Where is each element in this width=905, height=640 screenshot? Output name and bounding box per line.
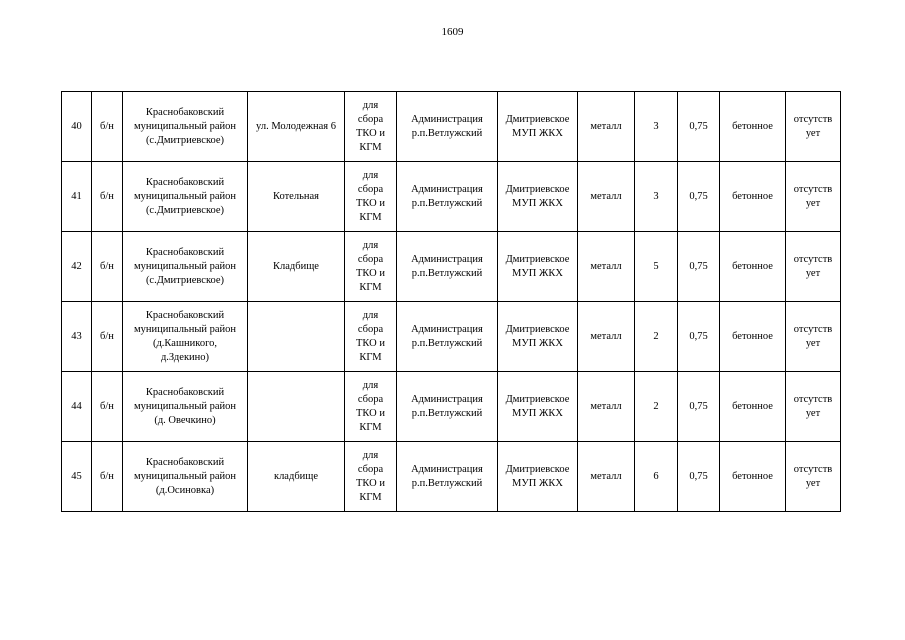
cell-container-volume [678, 92, 720, 162]
cell-purpose-line: для [362, 449, 379, 461]
cell-container-count [635, 162, 678, 232]
cell-number-text: 44 [71, 400, 82, 412]
cell-number-text: 42 [71, 260, 82, 272]
cell-container-volume [678, 232, 720, 302]
cell-container-count-text: 3 [653, 190, 659, 202]
table-row [62, 302, 841, 372]
cell-owner [397, 92, 498, 162]
cell-container-volume-text: 0,75 [689, 400, 708, 412]
cell-fence-line: отсутств [793, 463, 833, 475]
cell-surface-type [720, 372, 786, 442]
cell-purpose [345, 92, 397, 162]
cell-container-material-text: металл [590, 190, 622, 202]
cell-registry-mark [92, 162, 123, 232]
cell-container-material-text: металл [590, 260, 622, 272]
cell-owner-text: Администрация р.п.Ветлужский [411, 253, 483, 279]
cell-fence-line: ует [805, 477, 821, 489]
cell-surface-type-text: бетонное [732, 400, 773, 412]
cell-container-material-text: металл [590, 400, 622, 412]
cell-operator-text: Дмитриевское МУП ЖКХ [505, 393, 570, 419]
cell-container-volume-text: 0,75 [689, 190, 708, 202]
cell-district-line: муниципальный район [133, 260, 237, 272]
cell-registry-mark [92, 302, 123, 372]
cell-fence-line: ует [805, 127, 821, 139]
cell-purpose-line: сбора [357, 463, 384, 475]
cell-address [248, 442, 345, 512]
cell-registry-mark [92, 92, 123, 162]
cell-purpose-line: ТКО и [356, 197, 385, 209]
cell-container-material [578, 372, 635, 442]
cell-purpose-line: для [362, 309, 379, 321]
cell-surface-type-text: бетонное [732, 470, 773, 482]
cell-number [62, 162, 92, 232]
cell-number-text: 43 [71, 330, 82, 342]
cell-purpose-line: КГМ [359, 351, 382, 363]
cell-number-text: 41 [71, 190, 82, 202]
cell-district-line: Краснобаковский [145, 106, 225, 118]
cell-surface-type-text: бетонное [732, 330, 773, 342]
cell-container-material-text: металл [590, 120, 622, 132]
cell-operator [498, 302, 578, 372]
cell-district-line: (с.Дмитриевское) [145, 134, 225, 146]
cell-purpose-line: КГМ [359, 421, 382, 433]
cell-owner [397, 442, 498, 512]
cell-fence-line: ует [805, 197, 821, 209]
cell-container-volume-text: 0,75 [689, 120, 708, 132]
cell-purpose [345, 232, 397, 302]
cell-fence-line: ует [805, 407, 821, 419]
cell-address-text: Кладбище [273, 260, 319, 272]
cell-address-text: ул. Молодежная 6 [256, 120, 336, 132]
cell-district [123, 302, 248, 372]
cell-owner [397, 372, 498, 442]
cell-operator [498, 162, 578, 232]
cell-registry-mark [92, 372, 123, 442]
cell-purpose-line: сбора [357, 183, 384, 195]
cell-owner [397, 232, 498, 302]
cell-address [248, 232, 345, 302]
cell-purpose-line: ТКО и [356, 477, 385, 489]
cell-registry-mark-text: б/н [100, 470, 114, 482]
cell-purpose [345, 442, 397, 512]
table-row [62, 442, 841, 512]
cell-purpose-line: сбора [357, 323, 384, 335]
cell-surface-type [720, 92, 786, 162]
cell-operator [498, 92, 578, 162]
table-body [62, 92, 841, 512]
cell-container-material [578, 442, 635, 512]
cell-owner [397, 302, 498, 372]
cell-fence [786, 92, 841, 162]
cell-address [248, 162, 345, 232]
cell-container-material-text: металл [590, 470, 622, 482]
cell-purpose-line: ТКО и [356, 337, 385, 349]
cell-district [123, 442, 248, 512]
cell-surface-type-text: бетонное [732, 190, 773, 202]
cell-surface-type-text: бетонное [732, 120, 773, 132]
cell-owner-text: Администрация р.п.Ветлужский [411, 393, 483, 419]
cell-registry-mark [92, 232, 123, 302]
cell-fence-line: отсутств [793, 183, 833, 195]
cell-fence-line: отсутств [793, 393, 833, 405]
cell-purpose-line: для [362, 169, 379, 181]
cell-district-line: (д.Осиновка) [155, 484, 215, 496]
cell-container-volume-text: 0,75 [689, 470, 708, 482]
cell-address-text: кладбище [273, 470, 319, 482]
cell-number [62, 302, 92, 372]
cell-number [62, 372, 92, 442]
cell-number [62, 442, 92, 512]
cell-district-line: (д.Кашникого, [152, 337, 218, 349]
cell-operator-text: Дмитриевское МУП ЖКХ [505, 113, 570, 139]
cell-owner-text: Администрация р.п.Ветлужский [411, 113, 483, 139]
cell-operator-text: Дмитриевское МУП ЖКХ [505, 323, 570, 349]
cell-address [248, 92, 345, 162]
cell-district-line: (д. Овечкино) [154, 414, 216, 426]
cell-district-line: муниципальный район [133, 323, 237, 335]
cell-registry-mark-text: б/н [100, 260, 114, 272]
cell-fence-line: отсутств [793, 253, 833, 265]
cell-surface-type [720, 162, 786, 232]
waste-sites-table [61, 91, 841, 512]
cell-registry-mark-text: б/н [100, 400, 114, 412]
cell-number-text: 45 [71, 470, 82, 482]
cell-fence [786, 232, 841, 302]
cell-container-count [635, 302, 678, 372]
cell-container-count [635, 92, 678, 162]
cell-container-volume [678, 302, 720, 372]
cell-surface-type [720, 232, 786, 302]
cell-district-line: Краснобаковский [145, 456, 225, 468]
cell-surface-type [720, 302, 786, 372]
cell-fence-line: ует [805, 267, 821, 279]
cell-operator-text: Дмитриевское МУП ЖКХ [505, 183, 570, 209]
cell-surface-type-text: бетонное [732, 260, 773, 272]
cell-owner-text: Администрация р.п.Ветлужский [411, 183, 483, 209]
cell-fence-line: отсутств [793, 323, 833, 335]
cell-district-line: муниципальный район [133, 470, 237, 482]
cell-fence [786, 162, 841, 232]
cell-owner-text: Администрация р.п.Ветлужский [411, 323, 483, 349]
cell-purpose-line: КГМ [359, 211, 382, 223]
cell-purpose-line: КГМ [359, 141, 382, 153]
cell-district-line: муниципальный район [133, 120, 237, 132]
cell-container-material [578, 232, 635, 302]
table-row [62, 162, 841, 232]
cell-address [248, 302, 345, 372]
cell-purpose-line: для [362, 99, 379, 111]
cell-number [62, 92, 92, 162]
cell-purpose-line: ТКО и [356, 267, 385, 279]
cell-district-line: Краснобаковский [145, 386, 225, 398]
cell-purpose-line: сбора [357, 393, 384, 405]
cell-district-line: Краснобаковский [145, 309, 225, 321]
cell-operator [498, 442, 578, 512]
cell-fence [786, 442, 841, 512]
cell-purpose-line: ТКО и [356, 127, 385, 139]
cell-container-count [635, 372, 678, 442]
cell-container-count [635, 232, 678, 302]
cell-container-count-text: 2 [653, 400, 659, 412]
cell-container-volume-text: 0,75 [689, 260, 708, 272]
cell-registry-mark-text: б/н [100, 190, 114, 202]
cell-container-count-text: 2 [653, 330, 659, 342]
cell-purpose [345, 372, 397, 442]
cell-container-count-text: 5 [653, 260, 659, 272]
cell-district [123, 372, 248, 442]
cell-purpose [345, 162, 397, 232]
cell-number [62, 232, 92, 302]
cell-container-count [635, 442, 678, 512]
cell-address [248, 372, 345, 442]
cell-container-material [578, 302, 635, 372]
cell-fence [786, 302, 841, 372]
cell-surface-type [720, 442, 786, 512]
cell-container-count-text: 6 [653, 470, 659, 482]
cell-purpose-line: КГМ [359, 281, 382, 293]
table-row [62, 372, 841, 442]
cell-container-material [578, 92, 635, 162]
table-row [62, 232, 841, 302]
page-number: 1609 [441, 26, 464, 38]
cell-container-volume [678, 442, 720, 512]
cell-number-text: 40 [71, 120, 82, 132]
cell-district-line: Краснобаковский [145, 176, 225, 188]
cell-operator [498, 232, 578, 302]
cell-district [123, 92, 248, 162]
cell-purpose-line: сбора [357, 113, 384, 125]
cell-district-line: (с.Дмитриевское) [145, 204, 225, 216]
cell-purpose-line: сбора [357, 253, 384, 265]
cell-registry-mark-text: б/н [100, 330, 114, 342]
cell-purpose-line: КГМ [359, 491, 382, 503]
cell-fence-line: отсутств [793, 113, 833, 125]
table-row [62, 92, 841, 162]
cell-registry-mark [92, 442, 123, 512]
cell-district-line: (с.Дмитриевское) [145, 274, 225, 286]
cell-district [123, 232, 248, 302]
cell-container-material [578, 162, 635, 232]
cell-purpose-line: для [362, 239, 379, 251]
cell-registry-mark-text: б/н [100, 120, 114, 132]
cell-district-line: муниципальный район [133, 190, 237, 202]
cell-owner [397, 162, 498, 232]
cell-container-volume [678, 162, 720, 232]
cell-operator-text: Дмитриевское МУП ЖКХ [505, 463, 570, 489]
cell-district [123, 162, 248, 232]
cell-fence [786, 372, 841, 442]
cell-operator-text: Дмитриевское МУП ЖКХ [505, 253, 570, 279]
cell-purpose-line: ТКО и [356, 407, 385, 419]
cell-fence-line: ует [805, 337, 821, 349]
cell-district-line: муниципальный район [133, 400, 237, 412]
cell-container-material-text: металл [590, 330, 622, 342]
cell-purpose-line: для [362, 379, 379, 391]
cell-district-line: д.Здекино) [160, 351, 210, 363]
cell-container-volume-text: 0,75 [689, 330, 708, 342]
cell-container-count-text: 3 [653, 120, 659, 132]
cell-district-line: Краснобаковский [145, 246, 225, 258]
cell-owner-text: Администрация р.п.Ветлужский [411, 463, 483, 489]
cell-purpose [345, 302, 397, 372]
cell-container-volume [678, 372, 720, 442]
cell-operator [498, 372, 578, 442]
cell-address-text: Котельная [273, 190, 319, 202]
